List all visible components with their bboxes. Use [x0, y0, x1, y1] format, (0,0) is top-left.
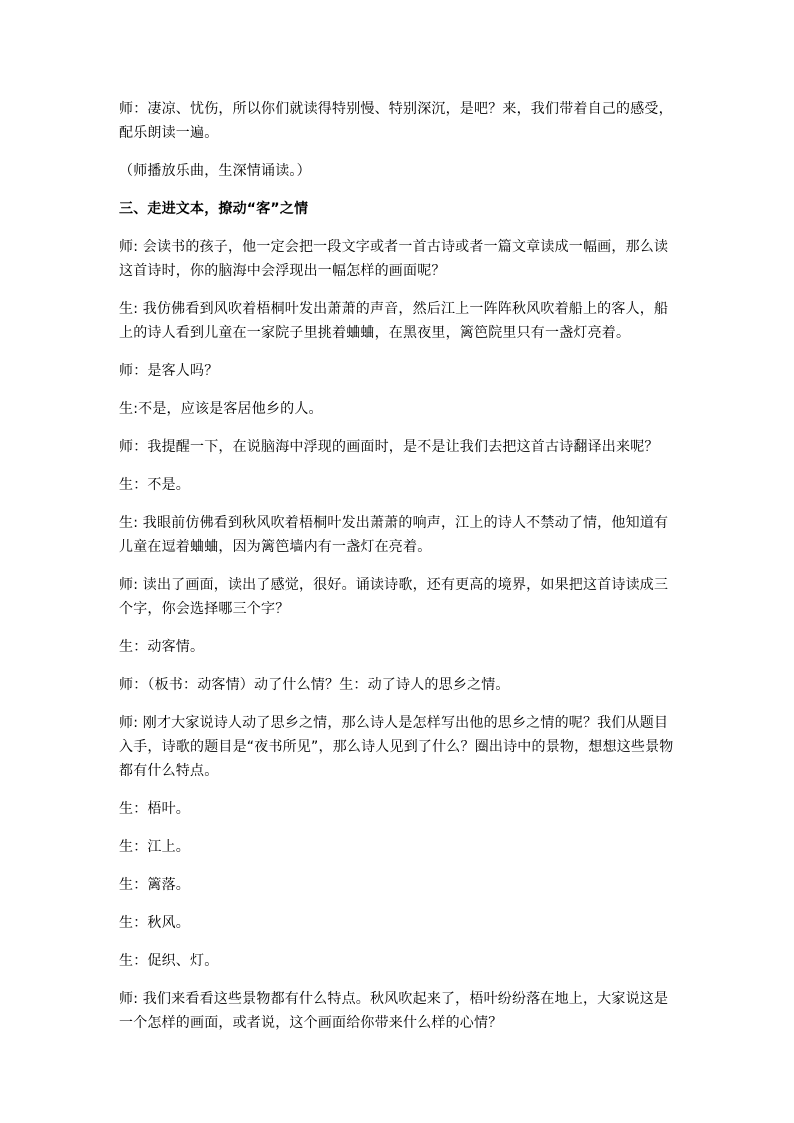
paragraph: 师: 刚才大家说诗人动了思乡之情，那么诗人是怎样写出他的思乡之情的呢？我们从题目入手，诗歌的题目是“夜书所见”，那么诗人见到了什么？圈出诗中的景物，想想这些景物都有什么特点。	[119, 715, 674, 779]
paragraph: 师：是客人吗？	[119, 363, 219, 379]
paragraph: 师: 我们来看看这些景物都有什么特点。秋风吹起来了，梧叶纷纷落在地上，大家说这是一个怎样的画面，或者说，这个画面给你带来什么样的心情？	[119, 991, 669, 1031]
section-heading: 三、走进文本，撩动“客”之情	[119, 201, 309, 217]
paragraph: 生:不是，应该是客居他乡的人。	[119, 401, 323, 417]
paragraph: 生：梧叶。	[119, 801, 190, 817]
paragraph: 师：凄凉、忧伤，所以你们就读得特别慢、特别深沉，是吧？来，我们带着自己的感受，配乐朗读一遍。	[119, 101, 673, 141]
paragraph: 师: 会读书的孩子，他一定会把一段文字或者一首古诗或者一篇文章读成一幅画，那么读这首诗时，你的脑海中会浮现出一幅怎样的画面呢？	[119, 239, 669, 279]
paragraph: 生：江上。	[119, 839, 190, 855]
paragraph: 生: 我仿佛看到风吹着梧桐叶发出萧萧的声音，然后江上一阵阵秋风吹着船上的客人，船上的诗人看到儿童在一家院子里挑着蛐蛐，在黑夜里，篱笆院里只有一盏灯亮着。	[119, 301, 669, 341]
paragraph: 生：动客情。	[119, 639, 205, 655]
paragraph: 生：秋风。	[119, 915, 190, 931]
paragraph: （师播放乐曲，生深情诵读。）	[119, 163, 311, 179]
paragraph: 生：不是。	[119, 477, 190, 493]
document-body	[119, 97, 679, 1049]
paragraph: 师: 读出了画面，读出了感觉，很好。诵读诗歌，还有更高的境界，如果把这首诗读成三个字，你会选择哪三个字？	[119, 577, 669, 617]
paragraph: 师：（板书：动客情）动了什么情？生：动了诗人的思乡之情。	[119, 677, 510, 693]
paragraph: 生：促织、灯。	[119, 953, 219, 969]
paragraph: 师：我提醒一下，在说脑海中浮现的画面时，是不是让我们去把这首古诗翻译出来呢？	[119, 439, 659, 455]
paragraph: 生：篱落。	[119, 877, 190, 893]
paragraph: 生: 我眼前仿佛看到秋风吹着梧桐叶发出萧萧的响声，江上的诗人不禁动了情，他知道有儿童在逗着蛐蛐，因为篱笆墙内有一盏灯在亮着。	[119, 515, 669, 555]
